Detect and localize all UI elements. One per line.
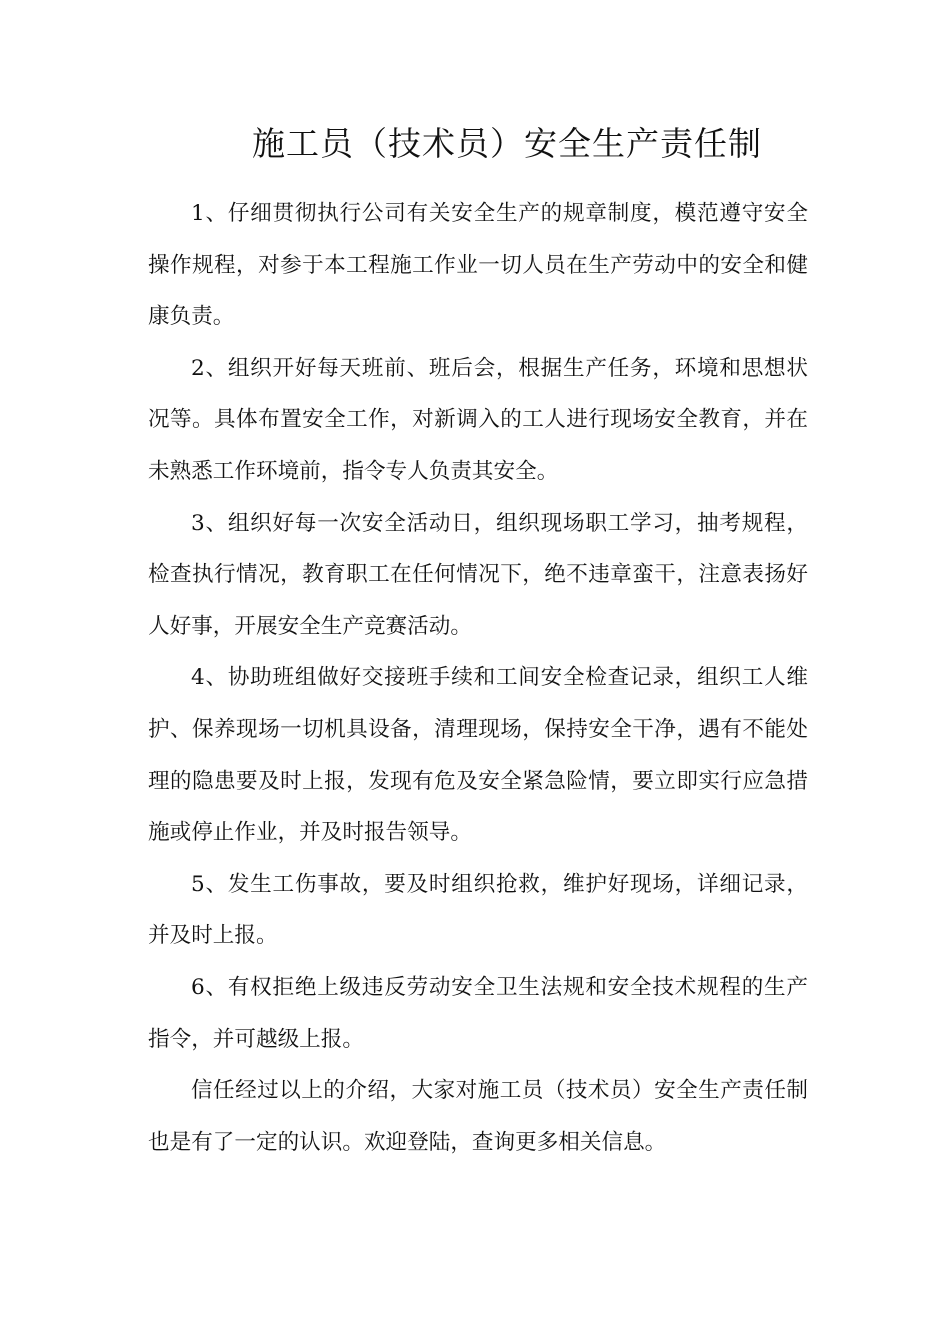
paragraph-4: 4、协助班组做好交接班手续和工间安全检查记录，组织工人维护、保养现场一切机具设备，清理现场，保持安全干净，遇有不能处理的隐患要及时上报，发现有危及安全紧急险情，要立即实行应急措施或停止作业，并及时报告领导。 [148,665,808,846]
paragraph-3: 3、组织好每一次安全活动日，组织现场职工学习，抽考规程，检查执行情况，教育职工在任何情况下，绝不违章蛮干，注意表扬好人好事，开展安全生产竞赛活动。 [148,510,808,639]
paragraph-1: 1、仔细贯彻执行公司有关安全生产的规章制度，模范遵守安全操作规程，对参于本工程施工作业一切人员在生产劳动中的安全和健康负责。 [148,201,808,330]
paragraph-5: 5、发生工伤事故，要及时组织抢救，维护好现场，详细记录，并及时上报。 [148,871,808,949]
closing-paragraph: 信任经过以上的介绍，大家对施工员（技术员）安全生产责任制也是有了一定的认识。欢迎登陆，查询更多相关信息。 [148,1078,808,1155]
paragraph-6: 6、有权拒绝上级违反劳动安全卫生法规和安全技术规程的生产指令，并可越级上报。 [148,974,808,1052]
document-body [148,188,808,1168]
document-title: 施工员（技术员）安全生产责任制 [252,124,762,163]
paragraph-2: 2、组织开好每天班前、班后会，根据生产任务，环境和思想状况等。具体布置安全工作，对新调入的工人进行现场安全教育，并在未熟悉工作环境前，指令专人负责其安全。 [148,355,808,484]
